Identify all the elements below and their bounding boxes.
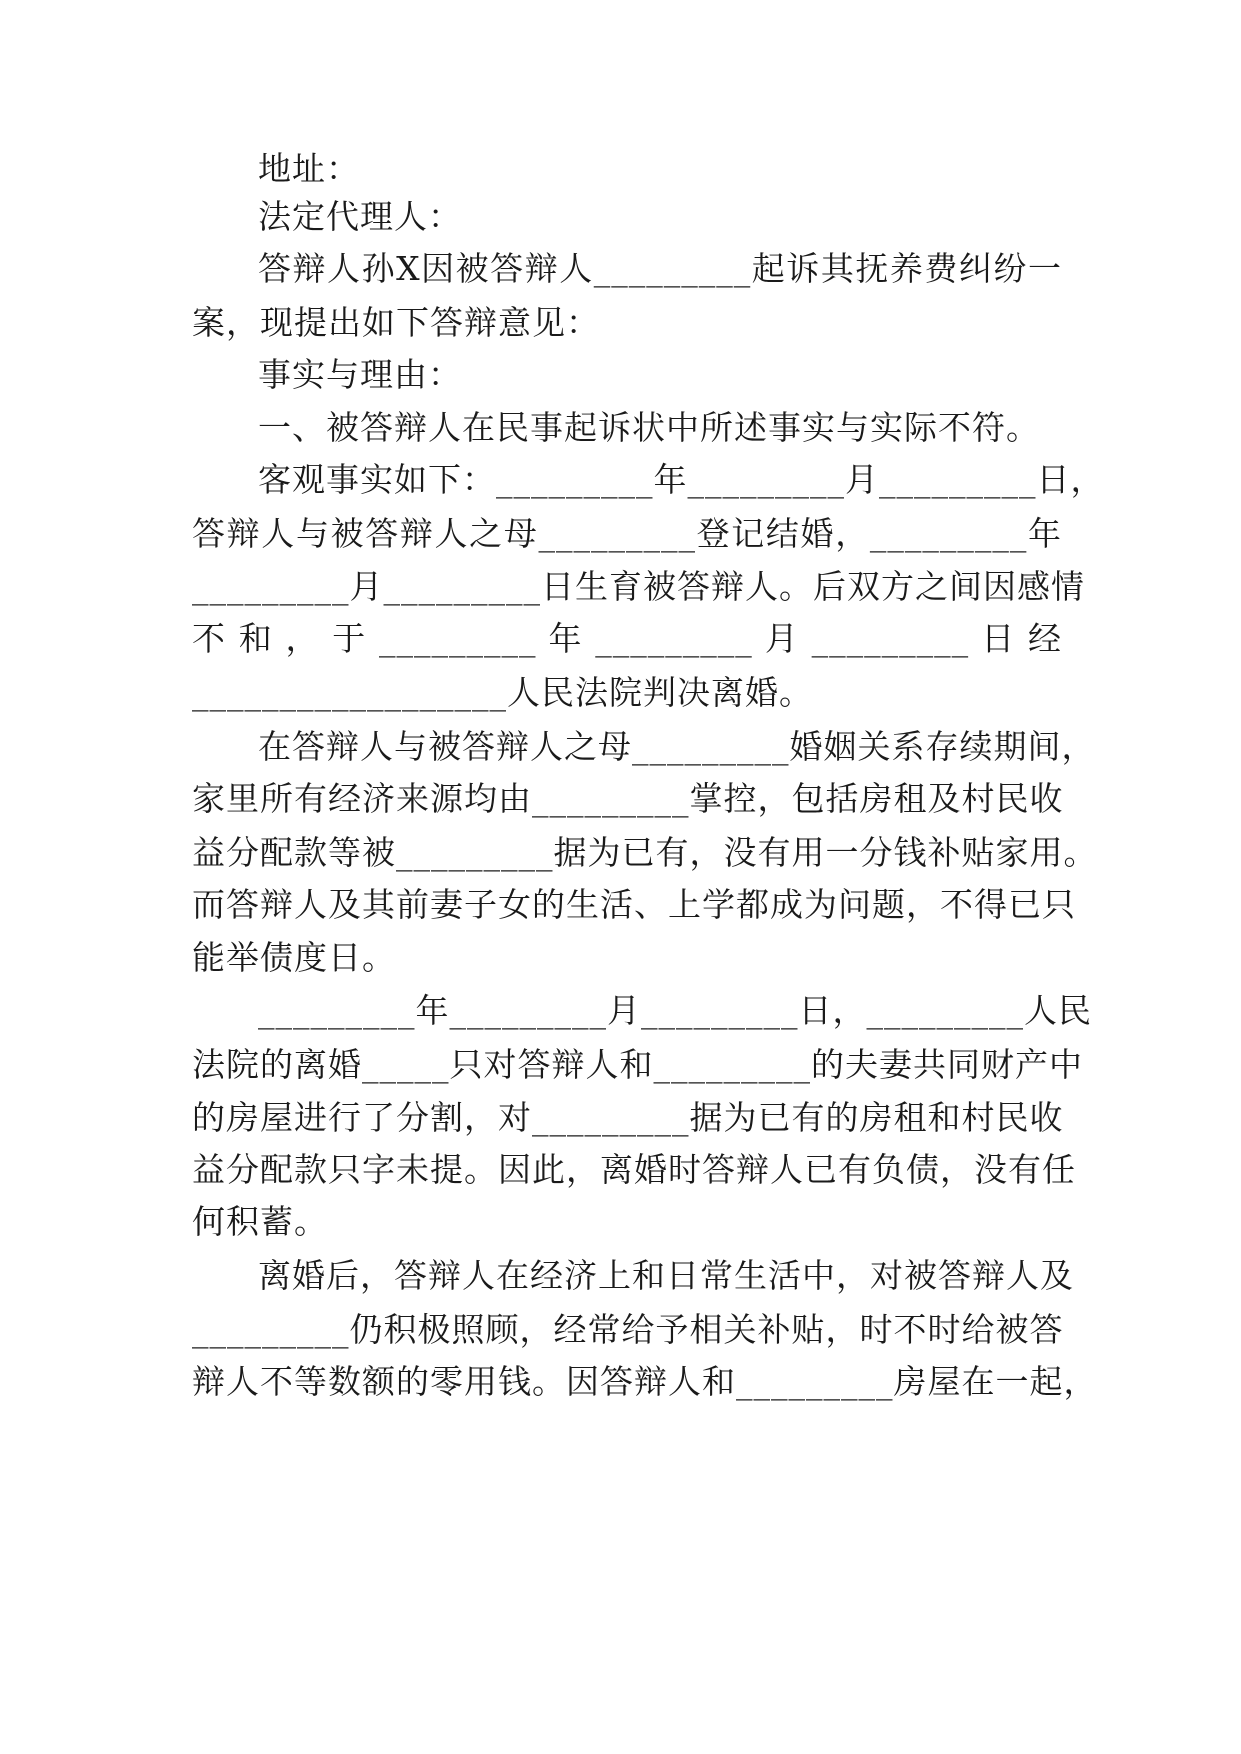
divorce-paragraph-line-2: 法院的离婚_____只对答辩人和_________的夫妻共同财产中 xyxy=(192,1045,1083,1084)
address-label: 地址： xyxy=(258,149,360,188)
divorce-paragraph-line-3: 的房屋进行了分割，对_________据为已有的房租和村民收 xyxy=(192,1098,1064,1137)
section-heading-facts: 事实与理由： xyxy=(258,355,462,394)
after-divorce-line-2: _________仍积极照顾，经常给予相关补贴，时不时给被答 xyxy=(192,1310,1064,1349)
divorce-paragraph-line-4: 益分配款只字未提。因此，离婚时答辩人已有负债，没有任 xyxy=(192,1150,1076,1189)
legal-representative-label: 法定代理人： xyxy=(258,197,462,236)
after-divorce-line-1: 离婚后，答辩人在经济上和日常生活中，对被答辩人及 xyxy=(258,1256,1074,1295)
divorce-paragraph-line-1: _________年_________月_________日，_________人民 xyxy=(258,991,1092,1030)
facts-line-2: 答辩人与被答辩人之母_________登记结婚，_________年 xyxy=(192,514,1062,553)
paragraph-intro-line-1: 答辩人孙X因被答辩人_________起诉其抚养费纠纷一 xyxy=(258,249,1062,288)
facts-line-3: _________月_________日生育被答辩人。后双方之间因感情 xyxy=(192,567,1085,606)
facts-line-4: 不 和 ， 于 _________ 年 _________ 月 _________ 日 经 xyxy=(192,619,1062,658)
paragraph-intro-line-2: 案，现提出如下答辩意见： xyxy=(192,303,600,342)
facts-line-1: 客观事实如下：_________年_________月_________日， xyxy=(258,460,1105,499)
marriage-paragraph-line-3: 益分配款等被_________据为已有，没有用一分钱补贴家用。 xyxy=(192,833,1098,872)
marriage-paragraph-line-4: 而答辩人及其前妻子女的生活、上学都成为问题，不得已只 xyxy=(192,885,1076,924)
divorce-paragraph-line-5: 何积蓄。 xyxy=(192,1202,328,1241)
facts-line-5: __________________人民法院判决离婚。 xyxy=(192,673,813,712)
marriage-paragraph-line-2: 家里所有经济来源均由_________掌控，包括房租及村民收 xyxy=(192,779,1064,818)
marriage-paragraph-line-5: 能举债度日。 xyxy=(192,938,396,977)
after-divorce-line-3: 辩人不等数额的零用钱。因答辩人和_________房屋在一起， xyxy=(192,1362,1098,1401)
marriage-paragraph-line-1: 在答辩人与被答辩人之母_________婚姻关系存续期间， xyxy=(258,727,1096,766)
point-one-heading: 一、被答辩人在民事起诉状中所述事实与实际不符。 xyxy=(258,408,1040,447)
